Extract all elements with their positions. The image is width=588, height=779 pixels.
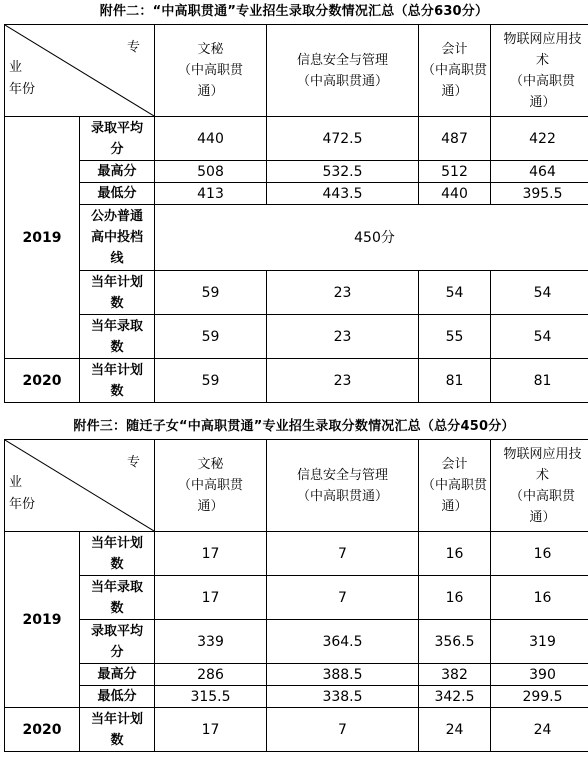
value-cell: 487 [419, 117, 491, 161]
row-label: 最高分 [80, 664, 155, 686]
column-header: 会计 （中高职贯 通） [419, 25, 491, 117]
table2-corner-cell [5, 440, 155, 532]
corner-year-label: 年份 [9, 82, 36, 97]
value-cell: 24 [491, 708, 588, 752]
value-cell: 319 [491, 620, 588, 664]
column-header: 信息安全与管理 （中高职贯通） [267, 440, 419, 532]
value-cell: 382 [419, 664, 491, 686]
value-cell: 54 [419, 271, 491, 315]
value-cell: 512 [419, 161, 491, 183]
year-cell: 2020 [5, 359, 80, 403]
value-cell: 440 [155, 117, 267, 161]
column-header: 物联网应用技 术 （中高职贯 通） [491, 25, 588, 117]
column-header: 文秘 （中高职贯 通） [155, 25, 267, 117]
value-cell: 59 [155, 359, 267, 403]
value-cell: 16 [491, 532, 588, 576]
value-cell: 472.5 [267, 117, 419, 161]
value-cell: 23 [267, 271, 419, 315]
corner-major-label-2: 业 [9, 60, 23, 75]
value-cell: 395.5 [491, 183, 588, 205]
value-cell: 81 [419, 359, 491, 403]
row-label: 当年计划 数 [80, 271, 155, 315]
value-cell: 59 [155, 271, 267, 315]
table1-title: 附件二：“中高职贯通”专业招生录取分数情况汇总（总分630分） [99, 4, 489, 19]
value-cell: 390 [491, 664, 588, 686]
value-cell: 55 [419, 315, 491, 359]
value-cell: 413 [155, 183, 267, 205]
column-header: 信息安全与管理 （中高职贯通） [267, 25, 419, 117]
row-label: 当年录取 数 [80, 576, 155, 620]
row-label: 录取平均 分 [80, 117, 155, 161]
row-label: 最高分 [80, 161, 155, 183]
value-cell: 286 [155, 664, 267, 686]
value-cell: 532.5 [267, 161, 419, 183]
value-cell: 54 [491, 315, 588, 359]
table2 [4, 439, 588, 752]
value-cell: 339 [155, 620, 267, 664]
merged-value-cell: 450分 [155, 205, 588, 271]
value-cell: 59 [155, 315, 267, 359]
year-cell: 2019 [5, 532, 80, 708]
table1 [4, 24, 588, 403]
corner-year-label: 年份 [9, 497, 36, 512]
table1-corner-cell [5, 25, 155, 117]
value-cell: 7 [267, 576, 419, 620]
value-cell: 54 [491, 271, 588, 315]
column-header: 文秘 （中高职贯 通） [155, 440, 267, 532]
value-cell: 7 [267, 532, 419, 576]
row-label: 公办普通 高中投档 线 [80, 205, 155, 271]
value-cell: 16 [419, 532, 491, 576]
value-cell: 315.5 [155, 686, 267, 708]
column-header: 会计 （中高职贯 通） [419, 440, 491, 532]
value-cell: 299.5 [491, 686, 588, 708]
value-cell: 16 [491, 576, 588, 620]
value-cell: 443.5 [267, 183, 419, 205]
value-cell: 81 [491, 359, 588, 403]
value-cell: 338.5 [267, 686, 419, 708]
value-cell: 24 [419, 708, 491, 752]
value-cell: 508 [155, 161, 267, 183]
value-cell: 17 [155, 708, 267, 752]
row-label: 当年计划 数 [80, 532, 155, 576]
row-label: 当年录取 数 [80, 315, 155, 359]
value-cell: 23 [267, 359, 419, 403]
value-cell: 16 [419, 576, 491, 620]
row-label: 当年计划 数 [80, 708, 155, 752]
row-label: 最低分 [80, 686, 155, 708]
value-cell: 342.5 [419, 686, 491, 708]
corner-major-label: 专 [126, 455, 140, 470]
value-cell: 422 [491, 117, 588, 161]
value-cell: 17 [155, 532, 267, 576]
row-label: 录取平均 分 [80, 620, 155, 664]
value-cell: 364.5 [267, 620, 419, 664]
value-cell: 17 [155, 576, 267, 620]
value-cell: 356.5 [419, 620, 491, 664]
table2-title: 附件三：随迁子女“中高职贯通”专业招生录取分数情况汇总（总分450分） [73, 419, 515, 434]
value-cell: 7 [267, 708, 419, 752]
corner-major-label: 专 [126, 40, 140, 55]
value-cell: 23 [267, 315, 419, 359]
row-label: 当年计划 数 [80, 359, 155, 403]
value-cell: 388.5 [267, 664, 419, 686]
row-label: 最低分 [80, 183, 155, 205]
year-cell: 2020 [5, 708, 80, 752]
value-cell: 440 [419, 183, 491, 205]
column-header: 物联网应用技 术 （中高职贯 通） [491, 440, 588, 532]
corner-major-label-2: 业 [9, 475, 23, 490]
year-cell: 2019 [5, 117, 80, 359]
value-cell: 464 [491, 161, 588, 183]
